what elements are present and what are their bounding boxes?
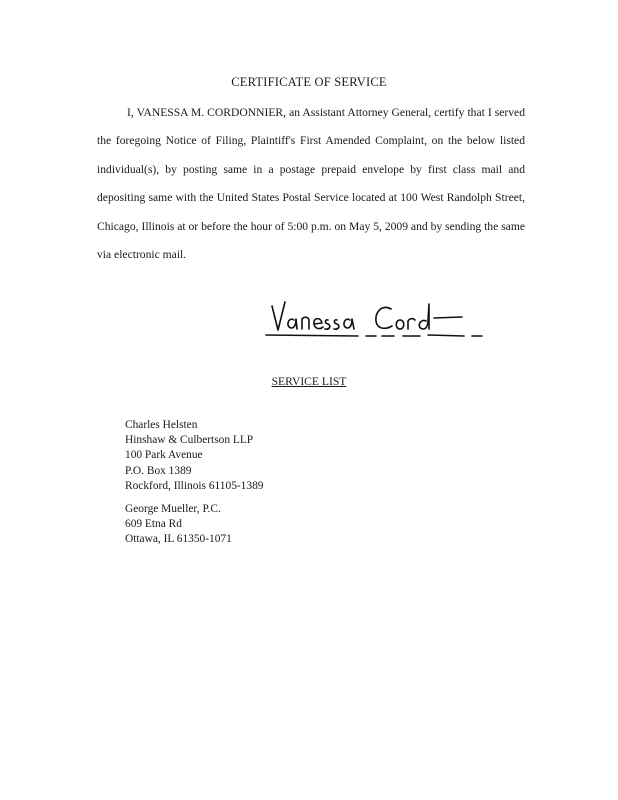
address-line: 100 Park Avenue [125, 449, 203, 462]
address-line: P.O. Box 1389 [125, 464, 192, 477]
signature-image [258, 292, 490, 344]
certificate-body: I, VANESSA M. CORDONNIER, an Assistant Attorney General, certify that I served the foregoing Notice of Filing, Plaintiff's First Amended Complaint, on the below listed individual(s), by posting same in a postage prepaid envelope by first class mail and depositing same with the United States Postal Service located at 100 West Randolph Street, Chicago, Illinois at or before the hour of 5:00 p.m. on May 5, 2009 and by sending the same via electronic mail. [97, 106, 525, 262]
address-line: George Mueller, P.C. [125, 503, 221, 515]
address-line: Hinshaw & Culbertson LLP [125, 434, 254, 447]
service-list-entry [125, 418, 263, 494]
service-list-heading: SERVICE LIST [271, 375, 347, 388]
address-line: Ottawa, IL 61350-1071 [125, 533, 232, 546]
address-line: Charles Helsten [125, 419, 198, 431]
document-title: CERTIFICATE OF SERVICE [231, 75, 387, 89]
address-line: Rockford, Illinois 61105-1389 [125, 479, 264, 492]
handwritten-signature [258, 292, 490, 344]
address-line: 609 Etna Rd [125, 518, 182, 531]
service-list-entry [125, 502, 232, 548]
